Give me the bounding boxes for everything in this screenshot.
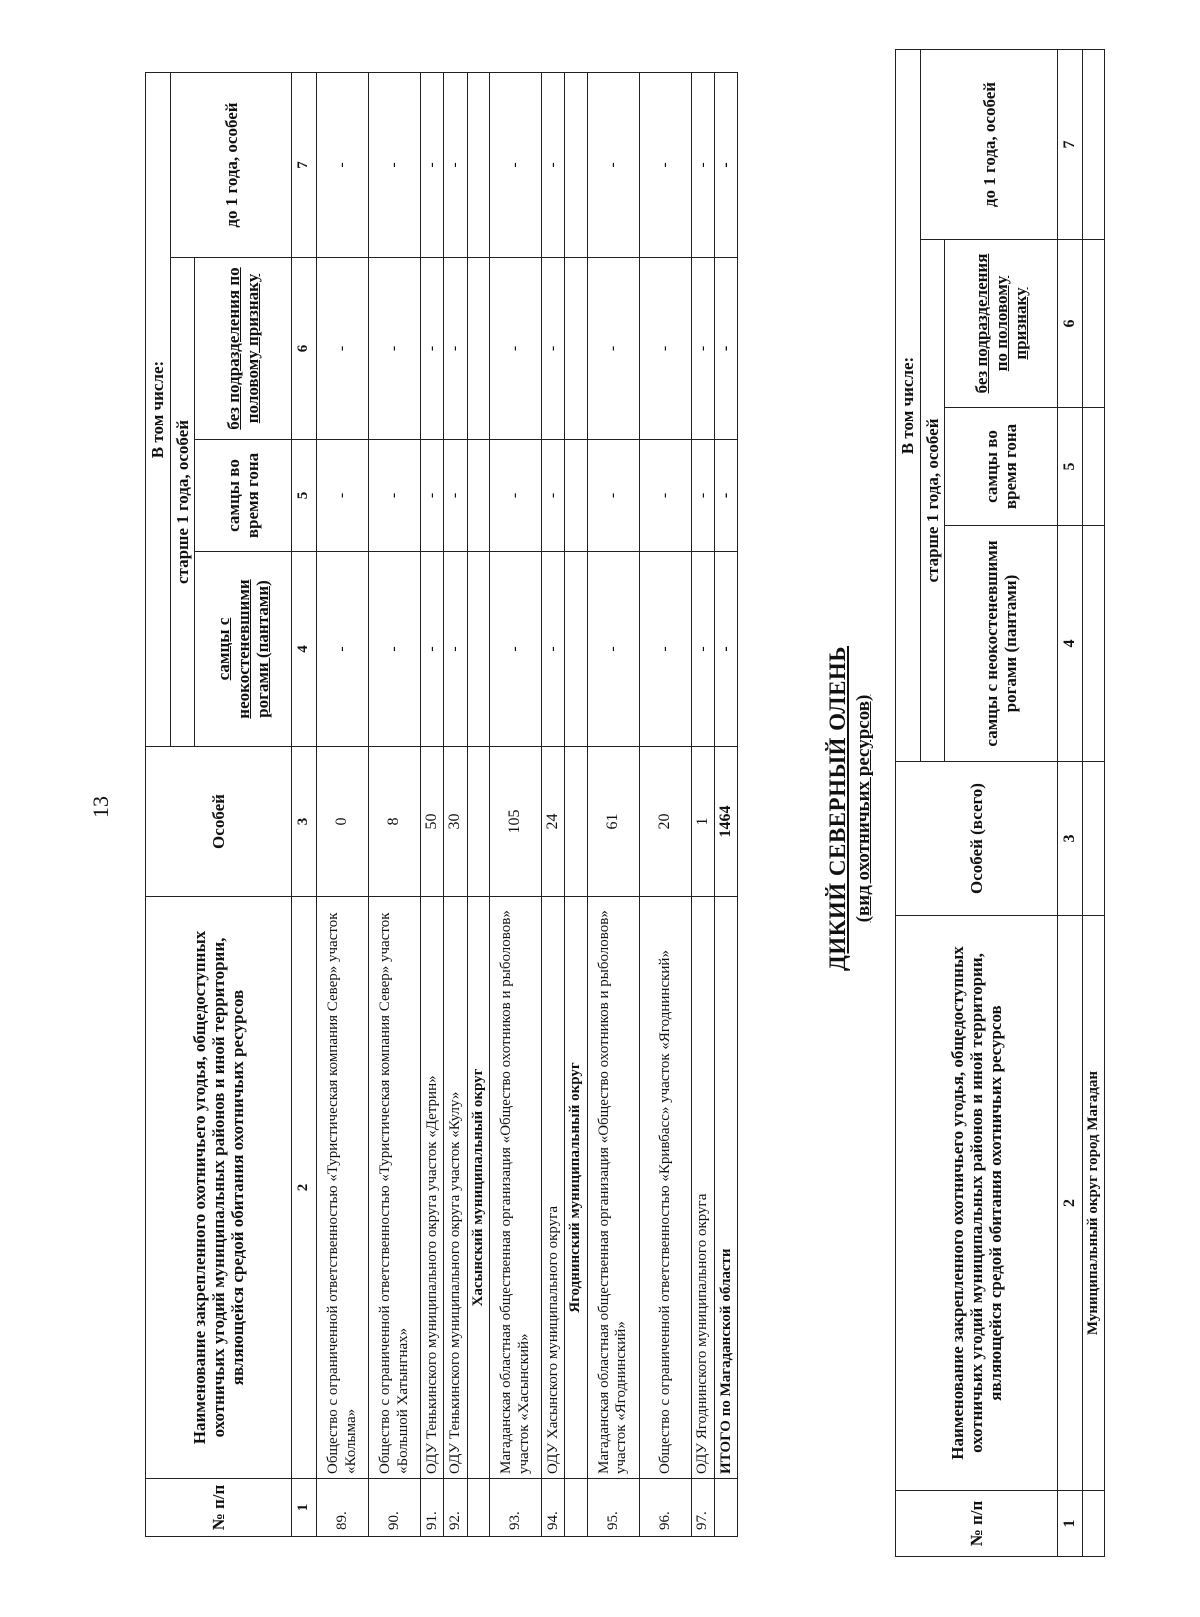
total-value: 1464	[715, 747, 738, 897]
header-name: Наименование закрепленного охотничьего угодья, общедоступных охотничьих угодий муниципальных районов и иной территории, являющейся средой обитания охотничьих ресурсов	[896, 916, 1058, 1491]
table-row	[639, 72, 691, 1536]
row-name: ОДУ Ягоднинского муниципального округа	[691, 897, 714, 1479]
row-c6: -	[587, 258, 639, 440]
header-under1: до 1 года, особей	[921, 49, 1058, 239]
row-c7: -	[421, 72, 444, 257]
colnum: 4	[1058, 526, 1083, 762]
row-c5: -	[691, 440, 714, 552]
total-row	[715, 72, 738, 1536]
row-num: 92.	[444, 1479, 467, 1537]
row-name: ОДУ Тенькинского муниципального округа участок «Кулу»	[444, 897, 467, 1479]
row-c4: -	[317, 552, 369, 747]
row-c6: -	[639, 258, 691, 440]
header-in-that: В том числе:	[146, 72, 171, 746]
table-row	[490, 72, 542, 1536]
header-no-sex: без подразделения по половому признаку	[972, 253, 1030, 394]
row-c6: -	[691, 258, 714, 440]
colnum: 5	[1058, 408, 1083, 526]
header-total: Особей (всего)	[896, 762, 1058, 916]
row-c5: -	[369, 440, 421, 552]
row-c5: -	[639, 440, 691, 552]
table-row	[421, 72, 444, 1536]
row-c4: -	[369, 552, 421, 747]
header-num: № п/п	[896, 1491, 1058, 1557]
row-c7: -	[691, 72, 714, 257]
colnum: 7	[292, 72, 317, 257]
colnum: 5	[292, 440, 317, 552]
second-table	[895, 49, 1105, 1557]
row-total: 24	[542, 747, 565, 897]
species-title: ДИКИЙ СЕВЕРНЫЙ ОЛЕНЬ	[825, 645, 850, 972]
row-total: 30	[444, 747, 467, 897]
row-c6: -	[444, 258, 467, 440]
row-num: 94.	[542, 1479, 565, 1537]
row-c6: -	[421, 258, 444, 440]
table-row	[587, 72, 639, 1536]
row-c4: -	[587, 552, 639, 747]
column-numbers-row	[1058, 49, 1083, 1556]
table-row	[369, 72, 421, 1536]
colnum: 6	[292, 258, 317, 440]
table-row	[542, 72, 565, 1536]
row-total: 8	[369, 747, 421, 897]
total-c4: -	[715, 552, 738, 747]
row-c4: -	[490, 552, 542, 747]
row-c6: -	[490, 258, 542, 440]
row-total: 0	[317, 747, 369, 897]
row-c7: -	[369, 72, 421, 257]
colnum: 3	[1058, 762, 1083, 916]
page-number: 13	[88, 796, 113, 818]
total-c7: -	[715, 72, 738, 257]
header-total: Особей	[146, 747, 292, 897]
section-row	[1083, 49, 1105, 1556]
row-c5: -	[587, 440, 639, 552]
row-c6: -	[369, 258, 421, 440]
total-c5: -	[715, 440, 738, 552]
total-label: ИТОГО по Магаданской области	[715, 897, 738, 1479]
row-c5: -	[542, 440, 565, 552]
row-c4: -	[421, 552, 444, 747]
header-males-rut: самцы во время гона	[945, 408, 1058, 526]
row-c7: -	[639, 72, 691, 257]
row-c7: -	[444, 72, 467, 257]
section-title-hasyn: Хасынский муниципальный округ	[467, 897, 489, 1479]
header-males-horns: самцы с неокостеневшими рогами (пантами)	[214, 579, 272, 719]
row-num: 93.	[490, 1479, 542, 1537]
header-males-rut: самцы во время гона	[195, 440, 292, 552]
row-num: 97.	[691, 1479, 714, 1537]
row-total: 1	[691, 747, 714, 897]
row-name: Общество с ограниченной ответственностью «Туристическая компания Север» участок «Большой Хатынгнах»	[369, 897, 421, 1479]
species-title-block	[825, 300, 875, 1317]
section-row	[467, 72, 489, 1536]
row-total: 105	[490, 747, 542, 897]
column-numbers-row	[292, 72, 317, 1536]
header-num: № п/п	[146, 1479, 292, 1537]
row-num: 95.	[587, 1479, 639, 1537]
row-c4: -	[691, 552, 714, 747]
row-c5: -	[421, 440, 444, 552]
header-older: старше 1 года, особей	[921, 240, 945, 762]
row-num: 91.	[421, 1479, 444, 1537]
row-c7: -	[317, 72, 369, 257]
table-row	[317, 72, 369, 1536]
row-c5: -	[317, 440, 369, 552]
row-name: Магаданская областная общественная организация «Общество охотников и рыболовов» участок «Ягоднинский»	[587, 897, 639, 1479]
main-table	[145, 72, 738, 1537]
colnum: 1	[1058, 1491, 1083, 1557]
row-total: 20	[639, 747, 691, 897]
row-name: ОДУ Хасынского муниципального округа	[542, 897, 565, 1479]
section-title-yagod: Ягоднинский муниципальный округ	[565, 897, 587, 1479]
row-c7: -	[542, 72, 565, 257]
table-row	[444, 72, 467, 1536]
header-no-sex: без подразделения по половому признаку	[224, 267, 263, 430]
row-name: ОДУ Тенькинского муниципального округа участок «Детрин»	[421, 897, 444, 1479]
header-name: Наименование закрепленного охотничьего угодья, общедоступных охотничьих угодий муниципальных районов и иной территории, являющейся средой обитания охотничьих ресурсов	[146, 897, 292, 1479]
header-older: старше 1 года, особей	[171, 258, 195, 747]
colnum: 4	[292, 552, 317, 747]
row-c4: -	[542, 552, 565, 747]
colnum: 6	[1058, 240, 1083, 408]
row-c6: -	[317, 258, 369, 440]
header-in-that: В том числе:	[896, 49, 921, 761]
section-title-magadan: Муниципальный округ город Магадан	[1083, 916, 1105, 1491]
row-total: 50	[421, 747, 444, 897]
row-c7: -	[490, 72, 542, 257]
header-under1: до 1 года, особей	[171, 72, 292, 257]
row-name: Магаданская областная общественная организация «Общество охотников и рыболовов» участок «Хасынский»	[490, 897, 542, 1479]
colnum: 3	[292, 747, 317, 897]
row-num: 96.	[639, 1479, 691, 1537]
species-subtitle: (вид охотничьих ресурсов)	[853, 694, 874, 923]
header-males-horns: самцы с неокостеневшими рогами (пантами)	[945, 526, 1058, 762]
row-name: Общество с ограниченной ответственностью «Кривбасс» участок «Ягоднинский»	[639, 897, 691, 1479]
colnum: 1	[292, 1479, 317, 1537]
row-total: 61	[587, 747, 639, 897]
total-c6: -	[715, 258, 738, 440]
row-c4: -	[639, 552, 691, 747]
row-c7: -	[587, 72, 639, 257]
row-c5: -	[444, 440, 467, 552]
row-name: Общество с ограниченной ответственностью «Туристическая компания Север» участок «Колыма»	[317, 897, 369, 1479]
section-row	[565, 72, 587, 1536]
table-row	[691, 72, 714, 1536]
row-c4: -	[444, 552, 467, 747]
colnum: 2	[292, 897, 317, 1479]
row-num: 89.	[317, 1479, 369, 1537]
row-c6: -	[542, 258, 565, 440]
colnum: 7	[1058, 49, 1083, 239]
row-c5: -	[490, 440, 542, 552]
row-num: 90.	[369, 1479, 421, 1537]
colnum: 2	[1058, 916, 1083, 1491]
